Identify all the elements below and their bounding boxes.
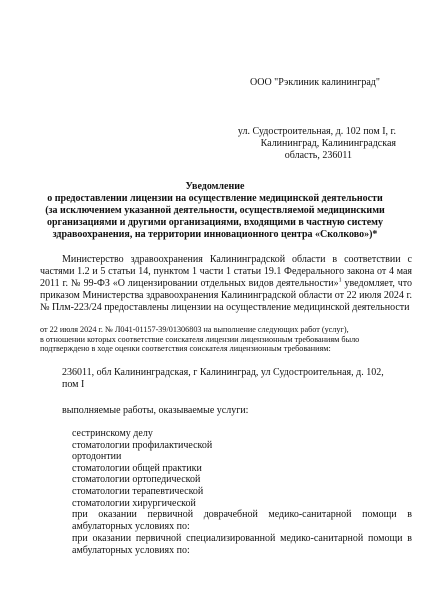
- service-item: сестринскому делу: [72, 428, 153, 439]
- services-list: [72, 428, 412, 509]
- address-line-2: Калининград, Калининградская: [260, 138, 396, 149]
- license-details: [40, 325, 420, 354]
- works-heading: выполняемые работы, оказываемые услуги:: [62, 405, 249, 416]
- notice-title-block: [28, 181, 402, 241]
- service-item: ортодонтии: [72, 451, 122, 463]
- recipient-address: [222, 126, 396, 162]
- notice-subtitle-3: организациями и другими организациями, входящими в частную систему: [46, 217, 383, 228]
- primary-care-paragraph-1: при оказании первичной доврачебной медико-санитарной помощи в амбулаторных условиях по:: [72, 509, 412, 532]
- notice-subtitle-1: о предоставлении лицензии на осуществление медицинской деятельности: [47, 193, 383, 204]
- service-item: стоматологии ортопедической: [72, 474, 201, 486]
- service-item: стоматологии хирургической: [72, 497, 196, 509]
- service-item: стоматологии терапевтической: [72, 485, 204, 497]
- footnote-mark: 1: [338, 277, 342, 284]
- service-item: стоматологии профилактической: [72, 439, 213, 451]
- address-line-3: область, 236011: [284, 150, 352, 161]
- notice-subtitle-4: здравоохранения, на территории инновационного центра «Сколково»)*: [52, 229, 378, 240]
- main-paragraph-text: Министерство здравоохранения Калининградской области в соответствии с частями 1.2 и 5 статьи 14, пунктом 1 части 1 статьи 19.1 Федерального закона от 4 мая 2011 г. № 99-ФЗ «О лицензировании отдельных видов деятельности»: [40, 254, 412, 289]
- notice-title: Уведомление: [185, 181, 245, 192]
- license-details-3: подтверждено в ходе оценки соответствия соискателя лицензионным требованиям:: [40, 344, 331, 354]
- site-address: 236011, обл Калининградская, г Калининград, ул Судостроительная, д. 102, пом I: [62, 367, 384, 390]
- main-paragraph: [40, 254, 412, 314]
- license-details-2: в отношении которых соответствие соискателя лицензии лицензионным требованиям было: [40, 334, 360, 344]
- main-paragraph-cont: уведомляет, что приказом Министерства здравоохранения Калининградской области от 22 июля 2024 г. № Плм-223/24 предоставлены лицензии на осуществление медицинской деятельности: [40, 278, 412, 313]
- recipient-org: ООО "Рэклиник калининград": [250, 77, 380, 88]
- recipient-block: [238, 77, 388, 89]
- notice-subtitle-2: (за исключением указанной деятельности, осуществляемой медицинскими: [45, 205, 385, 216]
- service-item: стоматологии общей практики: [72, 462, 202, 474]
- primary-care-paragraph-2: при оказании первичной специализированной медико-санитарной помощи в амбулаторных условиях по:: [72, 533, 412, 556]
- address-line-1: ул. Судостроительная, д. 102 пом I, г.: [237, 126, 396, 137]
- license-details-1: от 22 июля 2024 г. № Л041-01157-39/01306803 на выполнение следующих работ (услуг),: [40, 325, 349, 334]
